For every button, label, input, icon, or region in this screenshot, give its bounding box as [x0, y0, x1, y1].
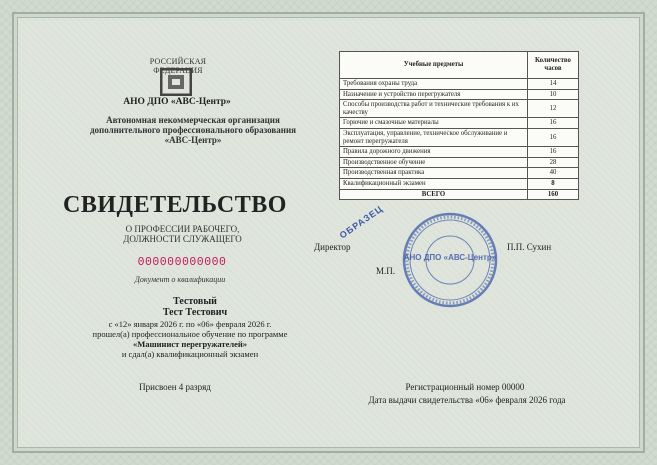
organization-logo-icon — [160, 68, 192, 96]
issue-date: Дата выдачи свидетельства «06» февраля 2026 года — [368, 395, 566, 405]
subject-cell: Эксплуатация, управление, техническое обслуживание и ремонт перегружателя — [340, 128, 528, 146]
subject-column-header: Учебные предметы — [340, 52, 528, 79]
hours-cell: 12 — [528, 100, 579, 118]
seal-center-text: АНО ДПО «АВС-Центр» — [403, 253, 497, 262]
hours-cell: 14 — [528, 79, 579, 90]
document-type: Документ о квалификации — [134, 275, 226, 284]
subject-cell: Требования охраны труда — [340, 79, 528, 90]
program-name: «Машинист перегружателей» — [132, 339, 248, 349]
assigned-grade: Присвоен 4 разряд — [139, 382, 211, 392]
table-row — [340, 178, 579, 189]
total-hours: 160 — [528, 189, 579, 200]
table-row — [340, 168, 579, 179]
serial-number: 000000000000 — [137, 256, 227, 269]
hours-cell: 16 — [528, 118, 579, 129]
subject-cell: Способы производства работ и технические требования к их качеству — [340, 100, 528, 118]
certificate-title: СВИДЕТЕЛЬСТВО — [63, 192, 287, 218]
holder-last-name: Тестовый — [173, 296, 217, 307]
sample-stamp: ОБРАЗЕЦ — [337, 203, 385, 241]
table-row — [340, 100, 579, 118]
holder-name — [95, 296, 295, 318]
hours-cell: 8 — [528, 178, 579, 189]
subject-cell: Горючие и смазочные материалы — [340, 118, 528, 129]
holder-first-name: Тест Тестович — [162, 307, 228, 318]
table-row — [340, 128, 579, 146]
hours-cell: 10 — [528, 89, 579, 100]
hours-cell: 40 — [528, 168, 579, 179]
training-dates: с «12» января 2026 г. по «06» февраля 2026 г. — [108, 319, 272, 329]
subjects-table — [339, 51, 579, 200]
director-label: Директор — [314, 242, 351, 252]
subject-cell: Назначение и устройство перегружателя — [340, 89, 528, 100]
mp-label: М.П. — [376, 266, 396, 276]
hours-cell: 28 — [528, 157, 579, 168]
table-row — [340, 157, 579, 168]
subject-cell: Производственная практика — [340, 168, 528, 179]
table-row — [340, 147, 579, 158]
table-row — [340, 89, 579, 100]
table-row — [340, 118, 579, 129]
hours-column-header: Количество часов — [528, 52, 579, 79]
subject-cell: Правила дорожного движения — [340, 147, 528, 158]
total-row — [340, 189, 579, 200]
signer-name: П.П. Сухин — [507, 242, 552, 252]
training-statement: прошел(а) профессиональное обучение по программе — [92, 329, 288, 339]
certificate-body — [50, 319, 330, 359]
certificate-subtitle: О ПРОФЕССИИ РАБОЧЕГО, ДОЛЖНОСТИ СЛУЖАЩЕГО — [123, 224, 242, 244]
subject-cell: Квалификационный экзамен — [340, 178, 528, 189]
total-label: ВСЕГО — [340, 189, 528, 200]
hours-cell: 16 — [528, 147, 579, 158]
registration-number: Регистрационный номер 00000 — [405, 382, 525, 392]
table-header-row — [340, 52, 579, 79]
table-body — [340, 79, 579, 190]
official-seal-icon — [400, 210, 500, 310]
table-row — [340, 79, 579, 90]
org-short-name: АНО ДПО «АВС-Центр» — [123, 97, 231, 107]
country-label: РОССИЙСКАЯ ФЕДЕРАЦИЯ — [149, 57, 207, 75]
exam-statement: и сдал(а) квалификационный экзамен — [121, 349, 259, 359]
hours-cell: 16 — [528, 128, 579, 146]
subject-cell: Производственное обучение — [340, 157, 528, 168]
org-full-name: Автономная некоммерческая организация дополнительного профессионального образования «АВС-Центр» — [89, 115, 297, 145]
